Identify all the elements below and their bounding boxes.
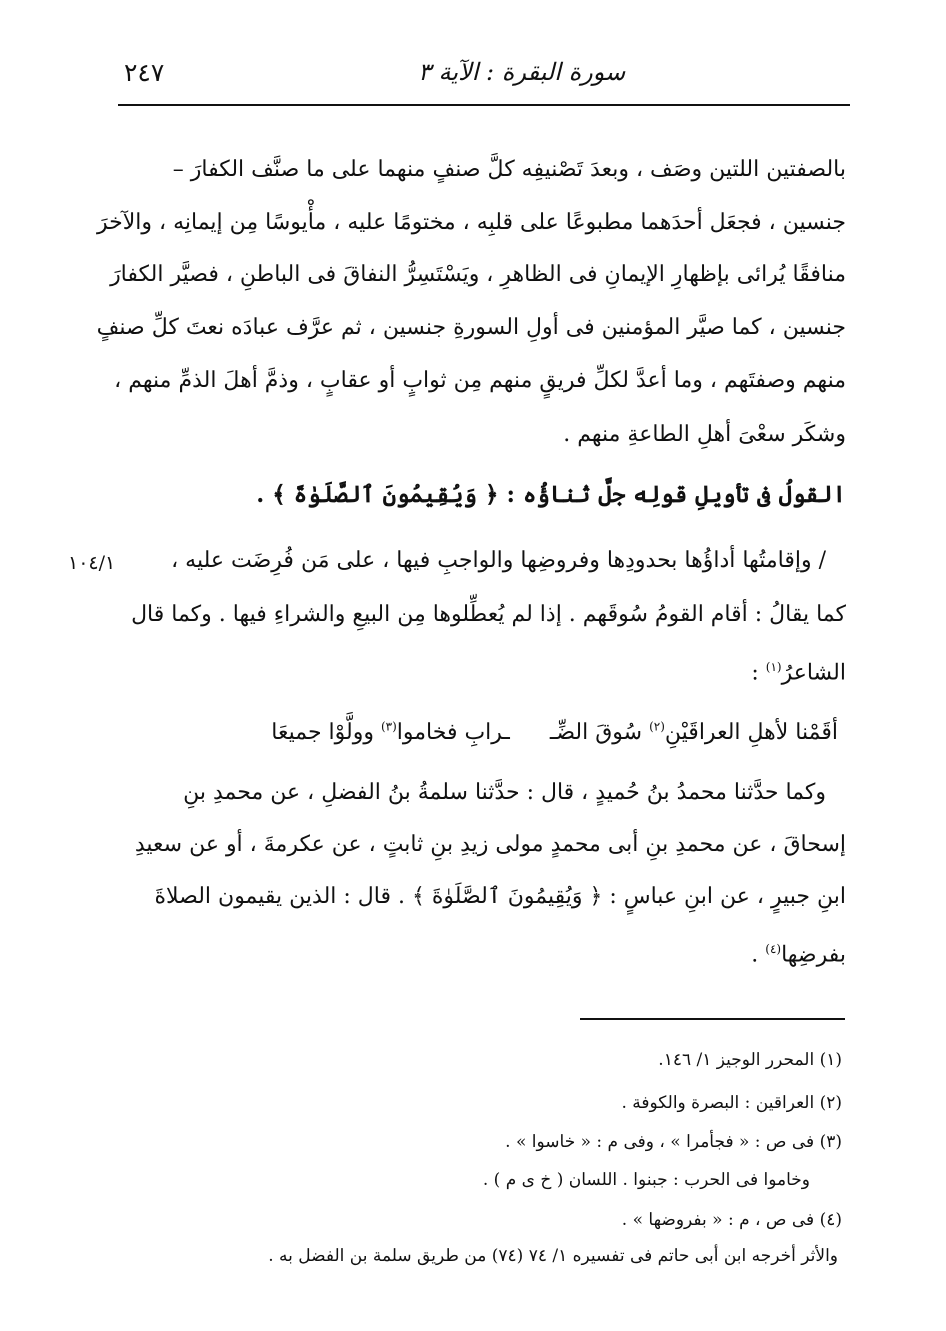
body-line: كما يقالُ : أقام القومُ سُوقَهم . إذا لم يُعطِّلوها مِن البيعِ والشراءِ فيها . وكما قال [131,602,846,627]
verse-text: ـرابِ فخاموا [396,720,510,746]
footnote-marker: (٣) [380,720,397,734]
running-title: سورة البقرة : الآية ٣ [418,58,626,86]
page-header [118,58,848,98]
footnote-marker: (٤) [765,942,782,956]
poetry-verse [138,712,838,748]
period: . [751,942,766,968]
margin-reference: ١٠٤/١ [68,552,116,574]
verse-text: وولَّوْا جميعَا [271,720,381,746]
footnote: (٣) فى ص : « فجأمرا » ، وفى م : « خاسوا » . [505,1132,842,1152]
body-line: وكما حدَّثنا محمدُ بنُ حُميدٍ ، قال : حدَّثنا سلمةُ بنُ الفضلِ ، عن محمدِ بنِ [183,780,826,805]
footnote: (١) المحرر الوجيز ١/ ١٤٦. [658,1050,842,1070]
footnote-rule [580,1018,845,1020]
body-line: ابنِ جبيرٍ ، عن ابنِ عباسٍ : ﴿ وَيُقِيمُونَ ٱلصَّلَوٰةَ ﴾ . قال : الذين يقيمون الصلاةَ [154,884,846,909]
page-number: ٢٤٧ [124,58,165,87]
footnote: (٤) فى ص ، م : « بفروضها » . [621,1210,842,1230]
verse-hemistich-first [550,720,838,745]
body-line: / وإقامتُها أداؤُها بحدودِها وفروضِها والواجبِ فيها ، على مَن فُرِضَت عليه ، [171,548,826,573]
colon: : [751,660,766,686]
footnote-continuation: والأثر أخرجه ابن أبى حاتم فى تفسيره ١/ ٧٤ (٧٤) من طريق سلمة بن الفضل به . [268,1246,838,1266]
section-heading: القولُ فى تأويلِ قولِه جلَّ ثناؤُه : ﴿ وَيُقِيمُونَ ٱلصَّلَوٰةَ ﴾ . [256,481,846,508]
footnote: (٢) العراقين : البصرة والكوفة . [621,1093,842,1113]
verse-text: أقَمْنا لأهلِ العراقَيْنِ [664,720,838,746]
body-line: وشكَر سعْىَ أهلِ الطاعةِ منهم . [563,422,846,447]
poet-label: الشاعرُ [781,660,846,686]
footnote-marker: (٢) [649,720,665,734]
footnote-continuation: وخاموا فى الحرب : جبنوا . اللسان ( خ ى م ) . [482,1170,810,1190]
body-text: بفرضِها [781,942,846,968]
body-line: جنسين ، فجعَل أحدَهما مطبوعًا على قلبِه ، مختومًا عليه ، مأْيوسًا مِن إيمانِه ، والآخرَ [96,210,846,235]
body-line: بالصفتين اللتين وصَف ، وبعدَ تَصْنيفِه كلَّ صنفٍ منهما على ما صنَّف الكفارَ – [172,157,846,182]
footnote-marker: (١) [765,660,782,674]
body-line: جنسين ، كما صيَّر المؤمنين فى أولِ السورةِ جنسين ، ثم عرَّف عبادَه نعتَ كلِّ صنفٍ [96,315,846,340]
body-line: منهم وصفتَهم ، وما أعدَّ لكلِّ فريقٍ منهم مِن ثوابٍ أو عقابٍ ، وذمَّ أهلَ الذمِّ منهم ، [114,368,846,393]
body-line [126,934,846,970]
body-line: منافقًا يُرائى بإظهارِ الإيمانِ فى الظاهرِ ، ويَسْتَسِرُّ النفاقَ فى الباطنِ ، فصيَّر الكفارَ [110,262,846,287]
body-line [126,652,846,688]
body-line: إسحاقَ ، عن محمدِ بنِ أبى محمدٍ مولى زيدِ بنِ ثابتٍ ، عن عكرمةَ ، أو عن سعيدِ [134,832,846,857]
verse-hemistich-second [271,720,510,745]
verse-text: سُوقَ الضِّـ [549,720,650,746]
header-rule [118,104,850,106]
